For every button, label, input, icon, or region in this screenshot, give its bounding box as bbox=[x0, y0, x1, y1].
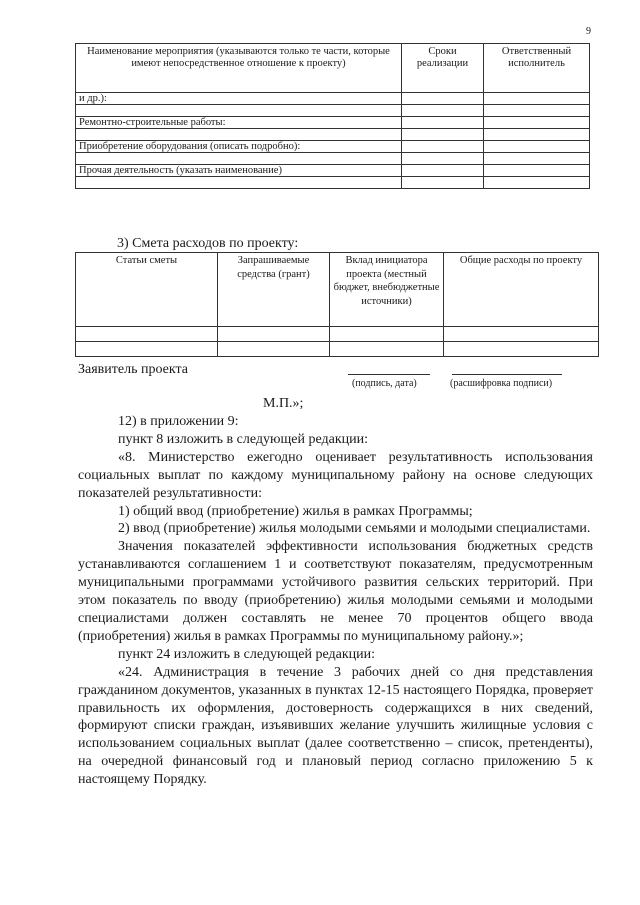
row-label: Прочая деятельность (указать наименование) bbox=[76, 165, 402, 177]
table-row bbox=[76, 129, 590, 141]
paragraph: пункт 24 изложить в следующей редакции: bbox=[118, 646, 375, 662]
signature-caption: (подпись, дата) bbox=[352, 378, 417, 389]
table-row bbox=[76, 153, 590, 165]
header-requested-funds: Запрашиваемые средства (грант) bbox=[218, 253, 330, 327]
signature-decode-caption: (расшифровка подписи) bbox=[450, 378, 553, 389]
signature-decode-line bbox=[452, 374, 562, 375]
seal-mark: М.П.»; bbox=[263, 396, 304, 411]
row-label: Приобретение оборудования (описать подробно): bbox=[76, 141, 402, 153]
header-responsible: Ответственный исполнитель bbox=[484, 44, 590, 93]
paragraph: 1) общий ввод (приобретение) жилья в рамках Программы; bbox=[118, 503, 473, 519]
applicant-label: Заявитель проекта bbox=[78, 362, 188, 377]
budget-table-header bbox=[76, 253, 599, 327]
budget-heading: 3) Смета расходов по проекту: bbox=[117, 236, 299, 251]
table-row bbox=[76, 141, 590, 153]
paragraph: 2) ввод (приобретение) жилья молодыми семьями и молодыми специалистами. bbox=[118, 521, 591, 537]
table-row bbox=[76, 93, 590, 105]
table-row bbox=[76, 327, 599, 342]
paragraph: пункт 8 изложить в следующей редакции: bbox=[118, 431, 368, 447]
row-label bbox=[76, 153, 402, 165]
paragraph: «8. Министерство ежегодно оценивает результативность использования социальных выплат по каждому муниципальному району на основе следующих показателей результативности: bbox=[78, 449, 593, 501]
events-table-header bbox=[76, 44, 590, 93]
header-initiator-contribution: Вклад инициатора проекта (местный бюджет, внебюджетные источники) bbox=[330, 253, 444, 327]
row-label bbox=[76, 129, 402, 141]
row-label: Ремонтно-строительные работы: bbox=[76, 117, 402, 129]
amendment-text bbox=[78, 413, 593, 789]
header-budget-items: Статьи сметы bbox=[76, 253, 218, 327]
page-number: 9 bbox=[586, 26, 591, 37]
table-row bbox=[76, 165, 590, 177]
paragraph: 12) в приложении 9: bbox=[118, 414, 239, 429]
table-row bbox=[76, 117, 590, 129]
table-row bbox=[76, 177, 590, 189]
table-row bbox=[76, 105, 590, 117]
signature-line bbox=[348, 374, 430, 375]
budget-table bbox=[75, 252, 599, 357]
events-table bbox=[75, 43, 590, 189]
table-row bbox=[76, 342, 599, 357]
row-label bbox=[76, 105, 402, 117]
paragraph: «24. Администрация в течение 3 рабочих дней со дня представления гражданином документов, указанных в пунктах 12-15 настоящего Порядка, проверяет правильность их оформления, достоверность содержащихся в них сведений, формируют списки граждан, изъявивших желание улучшить жилищные условия с использованием социальных выплат (далее соответственно – список, претенденты), на очередной финансовый год и плановый период согласно приложению 5 к настоящему Порядку. bbox=[78, 664, 593, 788]
paragraph: Значения показателей эффективности использования бюджетных средств устанавливаются соглашением 1 и соответствуют показателям, предусмотренным муниципальными программами устойчивого развития сельских территорий. При этом показатель по вводу (приобретению) жилья молодыми семьями и молодыми специалистами должен составлять не менее 70 процентов общего ввода (приобретения) жилья в рамках Программы по муниципальному району.»; bbox=[78, 539, 593, 644]
row-label: и др.): bbox=[76, 93, 402, 105]
header-total-costs: Общие расходы по проекту bbox=[444, 253, 599, 327]
row-label bbox=[76, 177, 402, 189]
header-deadlines: Сроки реализации bbox=[402, 44, 484, 93]
header-event-name: Наименование мероприятия (указываются только те части, которые имеют непосредственное отношение к проекту) bbox=[76, 44, 402, 93]
